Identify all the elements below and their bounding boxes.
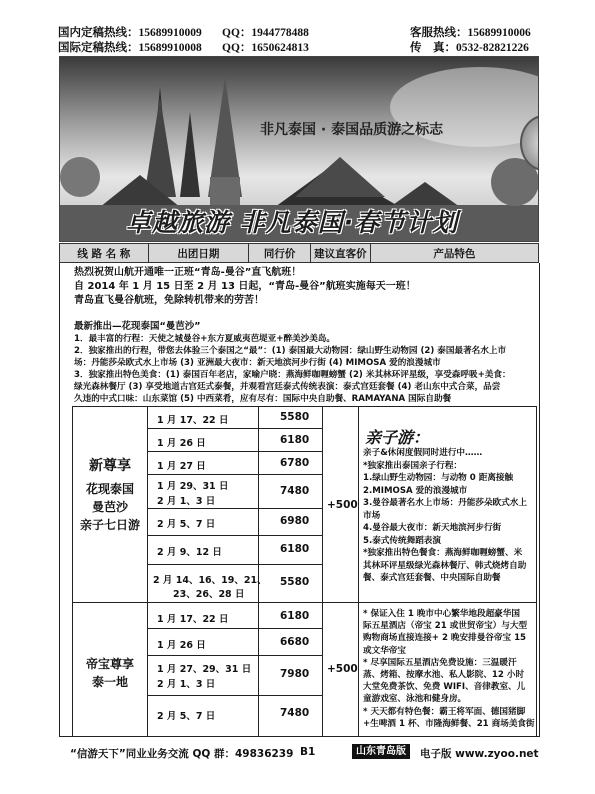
luxury-features: [363, 608, 535, 730]
header-features: 产品特色: [433, 247, 476, 260]
table-header: [59, 243, 539, 263]
peer-price: 6680: [280, 636, 310, 648]
peer-price: 7980: [280, 668, 310, 680]
banner-image: [59, 56, 539, 242]
fax-label: 传 真：: [410, 42, 456, 54]
page-number: B1: [300, 746, 316, 758]
feature-line: 3．独家推出特色美食：(1) 泰国百年老店，家喻户晓：燕海鲜咖喱螃蟹 (2) 米其林环评星级，享受森呼吸+美食：: [74, 370, 511, 380]
qq1-label: QQ：: [222, 27, 252, 39]
family-features: [363, 447, 535, 585]
row-line: [147, 535, 322, 536]
feature-item: 亲子&休闲度假同时进行中……: [363, 448, 483, 458]
intl-label: 国际定稿热线：: [58, 42, 139, 54]
s1-col5: [536, 406, 537, 736]
notice-line: 自 2014 年 1 月 15 日至 2 月 13 日起，“青岛-曼谷”航班实施每天一班！: [74, 281, 416, 292]
row-line: [147, 428, 322, 429]
domestic-hotline: [58, 24, 202, 40]
feature-item: * 尽享国际五星酒店免费设施：三温暖汗: [363, 657, 517, 668]
feature-item: 餐、泰式宫廷套餐、中央国际自助餐: [363, 573, 501, 583]
s1-col1: [147, 406, 148, 736]
qq1-line: [222, 24, 309, 40]
departure-date: 2 月 5、7 日: [157, 711, 216, 722]
header-peer-price: 同行价: [249, 244, 311, 262]
departure-date: 1 月 17、22 日: [157, 614, 229, 625]
feature-item: 购物商场直接连接+ 2 晚安排曼谷帝宝 15: [363, 633, 527, 644]
service-label: 客服热线：: [410, 27, 468, 39]
banner-slogan: 非凡泰国 · 泰国品质游之标志: [260, 122, 444, 138]
family-tour-title: 亲子游：: [365, 428, 430, 447]
feature-item: 童游戏室、泳池和健身房。: [363, 694, 467, 705]
s1-col2: [258, 406, 259, 736]
feature-line: 2．独家推出的行程，带您去体验三个泰国之“最”：(1) 泰国最大动物园：绿山野生动物园 (2) 泰国最著名水上市: [74, 346, 507, 356]
departure-date: 2 月 5、7 日: [157, 519, 216, 530]
departure-date: 2 月 9、12 日: [157, 547, 222, 558]
service-phone: 15689910006: [467, 27, 531, 39]
peer-price: 7480: [280, 485, 310, 497]
frame-right: [539, 263, 540, 736]
footer-qq-group: “信游天下”同业业务交流 QQ 群：49836239: [70, 748, 294, 760]
qq1-number: 1944778488: [251, 27, 309, 39]
route-tag: 新尊享: [89, 458, 131, 474]
feature-item: * 保证入住 1 晚市中心繁华地段超豪华国: [363, 609, 520, 619]
feature-item: 或文华帝宝: [363, 645, 406, 656]
feature-item: *独家推出泰国亲子行程：: [363, 460, 463, 471]
feature-heading: 最新推出—花现泰国“曼芭沙”: [74, 321, 201, 332]
qq2-number: 1650624813: [251, 42, 309, 54]
s2-col0: [72, 602, 73, 736]
section1-top: [72, 406, 537, 407]
feature-item: 2.MIMOSA 爱的浪漫城市: [363, 485, 468, 496]
departure-date: 1 月 17、22 日: [157, 415, 229, 426]
departure-date: 1 月 26 日: [157, 438, 206, 449]
feature-item: +生啤酒 1 杯、市隆海鲜餐、21 商场美食街: [363, 718, 535, 729]
peer-price: 5580: [280, 411, 310, 423]
peer-price: 6980: [280, 515, 310, 527]
feature-item: 3.曼谷最著名水上市场：丹能莎朵欧式水上: [363, 498, 527, 508]
feature-item: 4.曼谷最大夜市：新天地滨河步行街: [363, 523, 502, 533]
feature-item: 市场: [363, 510, 381, 521]
peer-price: 6780: [280, 457, 310, 469]
feature-item: * 天天都有特色餐：霸王将军面、德国猪脚: [363, 706, 526, 717]
retail-markup: +500: [327, 663, 358, 675]
s1-col0: [72, 406, 73, 602]
peer-price: 6180: [280, 434, 310, 446]
feature-line: 场：丹能莎朵欧式水上市场 (3) 亚洲最大夜市：新天地滨河步行街 (4) MIMOSA 爱的浪漫城市: [74, 358, 441, 368]
feature-line: 1．最丰富的行程：天使之城曼谷+东方夏威夷芭堤亚+醉美沙美岛。: [74, 334, 336, 344]
departure-date: 2 月 1、3 日: [157, 496, 216, 507]
intl-hotline: [58, 39, 202, 55]
feature-item: 大堂免费茶饮、免费 WIFI、音律教室、儿: [363, 682, 526, 693]
intl-phone: 15689910008: [138, 42, 202, 54]
feature-item: *独家推出特色餐食：燕海鲜咖喱螃蟹、米: [363, 548, 523, 558]
feature-line: 绿光森林餐厅 (3) 享受地道古宫廷式泰餐，并观看宫廷泰式传统表演：泰式宫廷套餐 (4) 老山东中式合菜，品尝: [74, 382, 501, 392]
s1-col3: [322, 406, 323, 736]
s1-col4: [358, 406, 359, 736]
peer-price: 7480: [280, 707, 310, 719]
peer-price: 6180: [280, 610, 310, 622]
feature-item: 5.泰式传统舞蹈表演: [363, 535, 441, 546]
departure-date: 1 月 29、31 日: [157, 481, 229, 492]
route-name-line: 曼芭沙: [91, 500, 128, 514]
route-name-line: 泰一地: [91, 675, 128, 689]
row-line: [147, 474, 322, 475]
frame-left: [59, 263, 60, 736]
notice-line: 热烈祝贺山航开通唯一正班“青岛-曼谷”直飞航班！: [74, 267, 302, 278]
header-dates: 出团日期: [149, 244, 250, 262]
qq2-line: [222, 39, 309, 55]
banner-title: 卓越旅游 非凡泰国·春节计划: [126, 208, 459, 237]
retail-markup: +500: [327, 499, 358, 511]
departure-date: 1 月 27、29、31 日: [157, 664, 252, 675]
peer-price: 5580: [280, 576, 310, 588]
departure-date: 1 月 26 日: [157, 640, 206, 651]
route-name-line: 花现泰国: [85, 482, 134, 496]
departure-date: 2 月 1、3 日: [157, 679, 216, 690]
departure-date: 23、26、28 日: [173, 589, 245, 600]
row-line: [147, 451, 322, 452]
row-line: [147, 655, 322, 656]
route-name-line: 亲子七日游: [79, 518, 140, 532]
domestic-label: 国内定稿热线：: [58, 27, 139, 39]
qq2-label: QQ：: [222, 42, 252, 54]
row-line: [147, 628, 322, 629]
footer-website[interactable]: 电子版 www.zyoo.net: [420, 748, 539, 760]
feature-item: 1.绿山野生动物园：与动物 0 距离接触: [363, 473, 514, 483]
row-line: [147, 564, 322, 565]
route-name-line: 帝宝尊享: [85, 657, 134, 671]
feature-line: 久违的中式口味：山东菜馆 (5) 中西菜肴，应有尽有：国际中央自助餐、RAMAYANA 国际自助餐: [74, 394, 452, 404]
feature-item: 其林环评星级绿光森林餐厅、韩式烧烤自助: [363, 560, 527, 571]
departure-date: 2 月 14、16、19、21、: [153, 575, 267, 586]
departure-date: 1 月 27 日: [157, 461, 206, 472]
newspaper-logo: 山东青岛版: [352, 744, 410, 759]
row-line: [147, 695, 322, 696]
fax-number: 0532-82821226: [456, 42, 529, 54]
peer-price: 6180: [280, 543, 310, 555]
feature-item: 际五星酒店（帝宝 21 或世贸帝宝）与大型: [363, 621, 528, 632]
fax-line: [410, 39, 529, 55]
notice-line: 青岛直飞曼谷航班，免除转机带来的劳苦！: [74, 295, 264, 306]
row-line: [147, 508, 322, 509]
header-retail-price: 建议直客价: [311, 244, 371, 262]
feature-item: 蒸、烤箱、按摩水池、私人影院、12 小时: [363, 670, 525, 681]
frame-bottom: [59, 736, 540, 737]
section1-bottom: [72, 602, 537, 603]
service-hotline: [410, 24, 531, 40]
domestic-phone: 15689910009: [138, 27, 202, 39]
header-route: 线 路 名 称: [60, 244, 149, 262]
